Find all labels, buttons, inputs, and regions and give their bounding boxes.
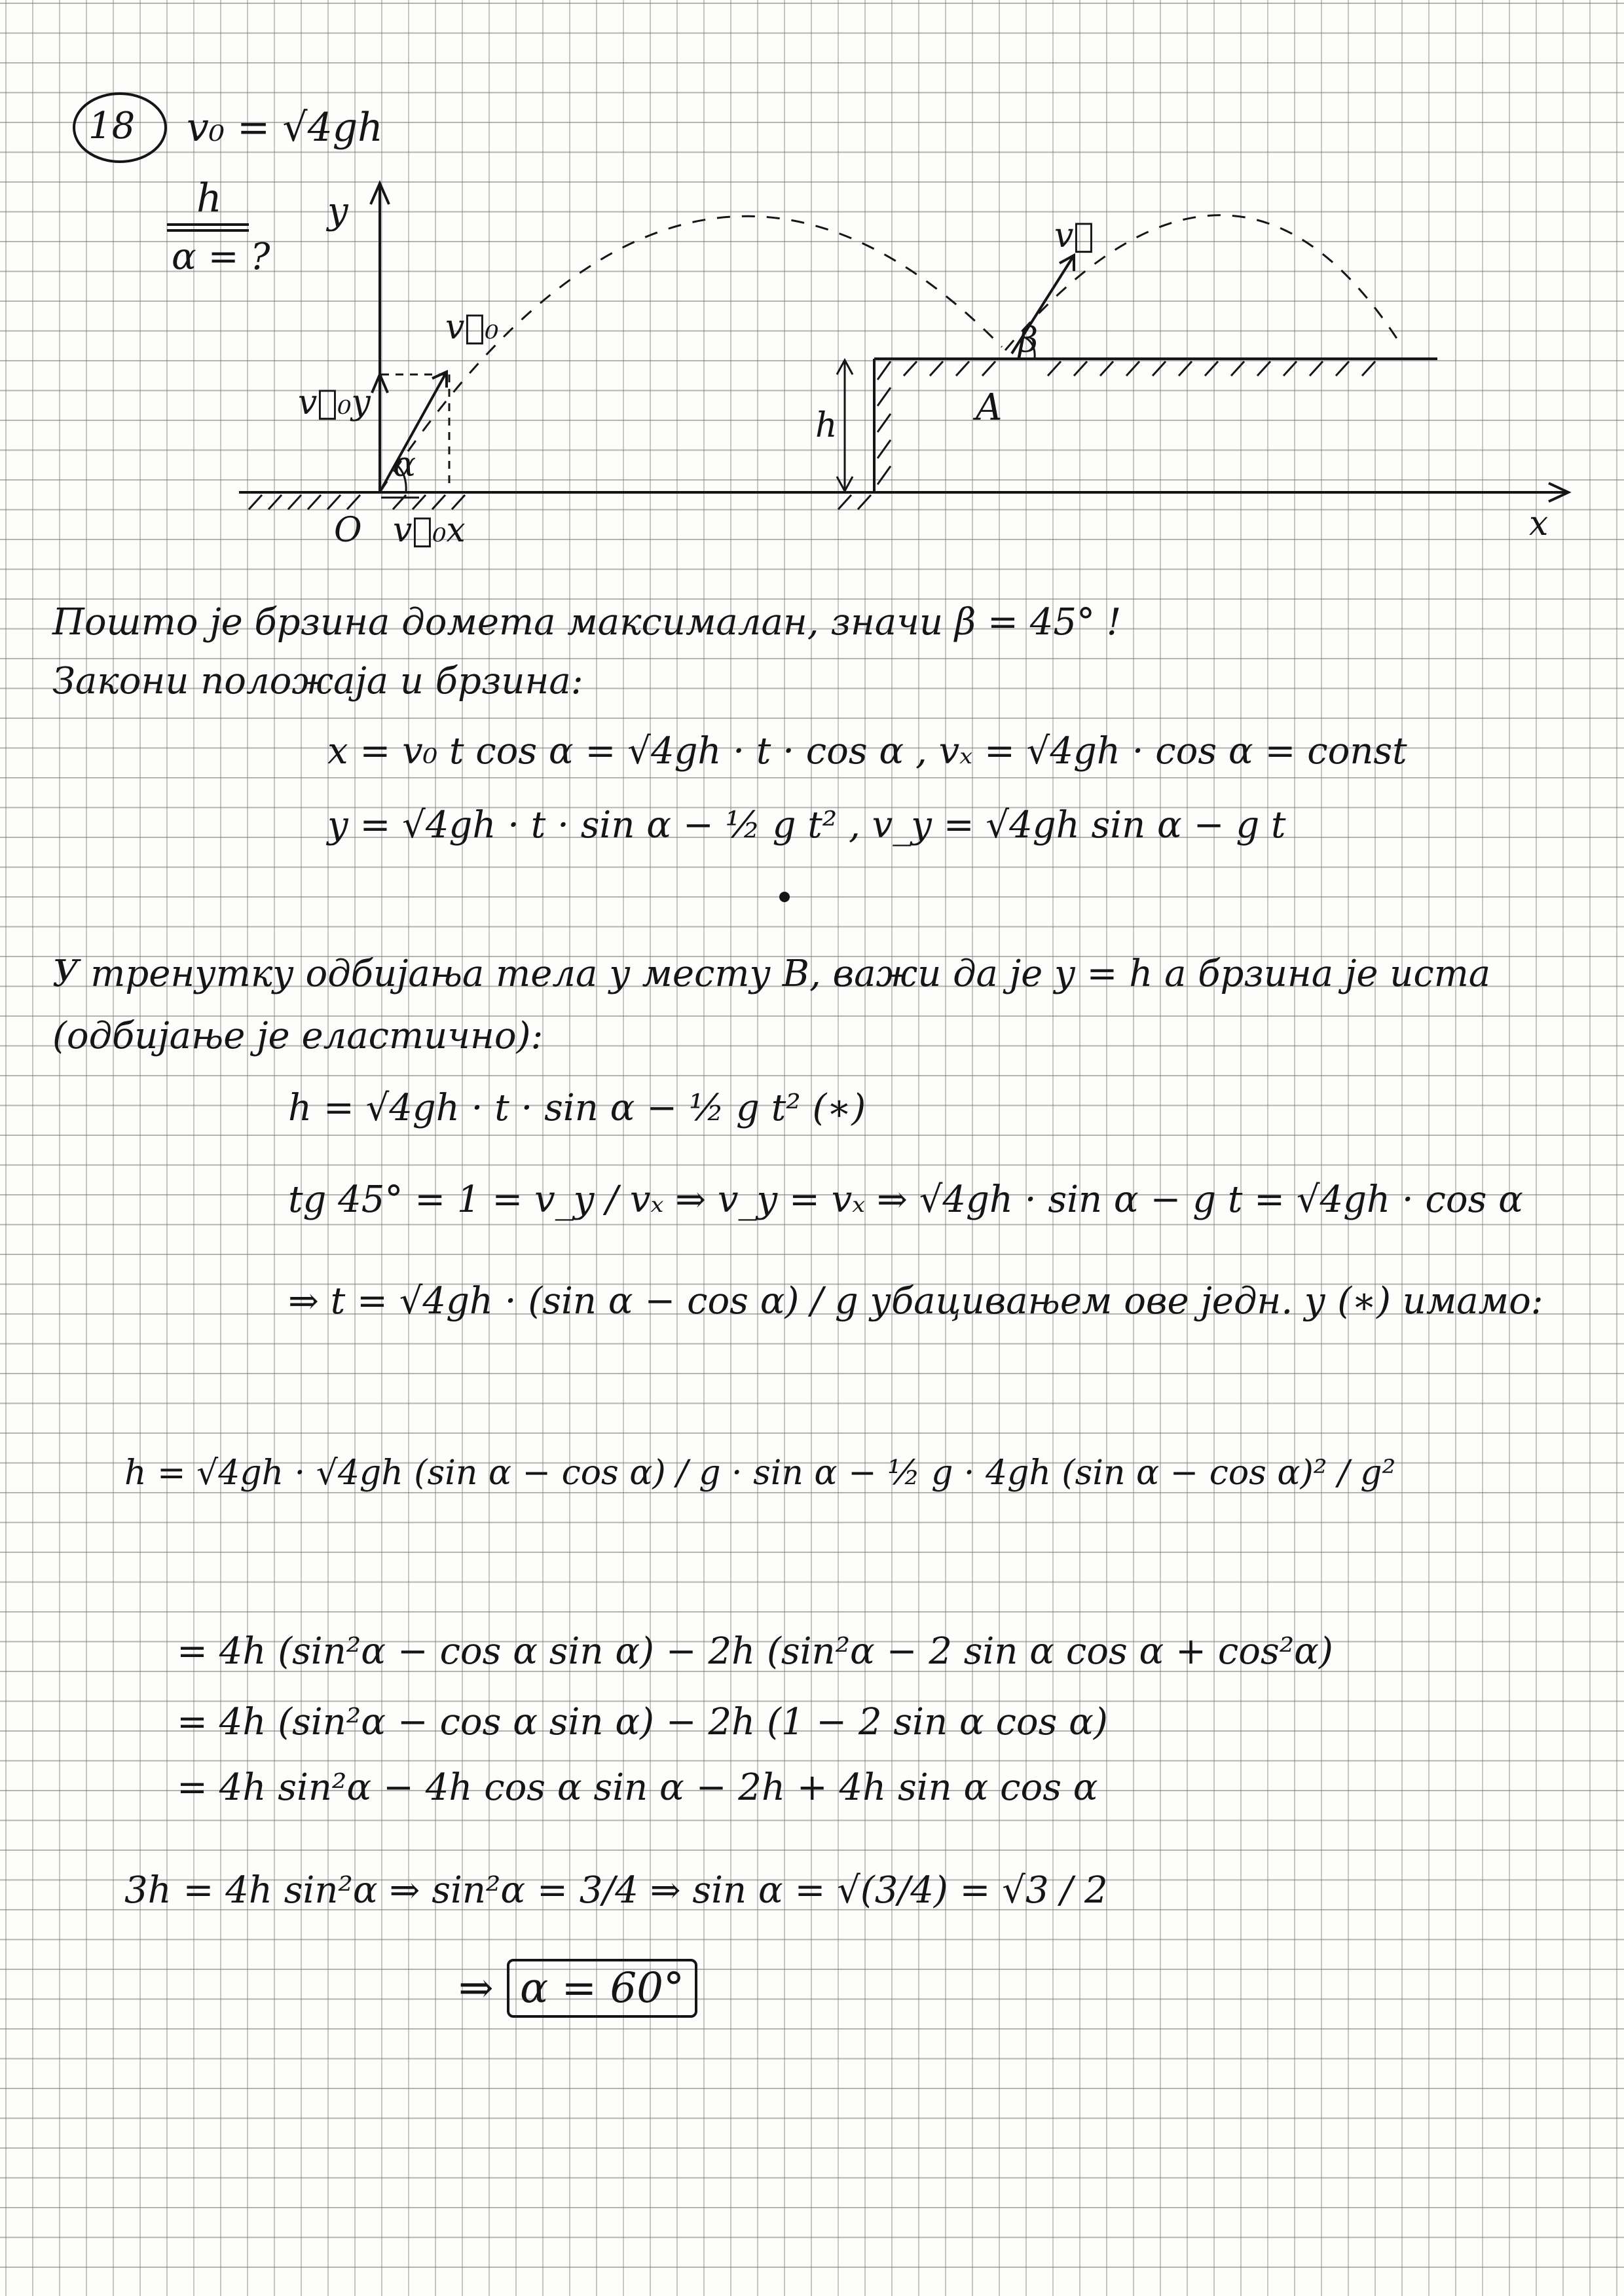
equation-position-y: y = √4gh · t · sin α − ½ g t² , v_y = √4gh sin α − g t [327,804,1286,847]
given-h: h [196,175,222,221]
label-v0: v⃗₀ [445,308,499,347]
ink-dot [779,892,790,902]
label-origin: O [334,511,362,550]
label-v0x: v⃗₀x [393,511,466,550]
equation-t: ⇒ t = √4gh · (sin α − cos α) / g убацивањем ове једн. у (∗) имамо: [288,1280,1543,1322]
ground-hatch [249,495,871,509]
equation-position-x: x = v₀ t cos α = √4gh · t · cos α , vₓ = √4gh · cos α = const [327,730,1407,773]
equation-step-1: = 4h (sin²α − cos α sin α) − 2h (sin²α − 2 sin α cos α + cos²α) [177,1630,1333,1673]
equation-step-2: = 4h (sin²α − cos α sin α) − 2h (1 − 2 sin α cos α) [177,1701,1108,1743]
text-line-6: (одбијање је еластично): [52,1015,544,1057]
answer-line [458,1964,697,2013]
implies-arrow: ⇒ [458,1964,507,2013]
equation-result: 3h = 4h sin²α ⇒ sin²α = 3/4 ⇒ sin α = √(3/4) = √3 / 2 [124,1869,1108,1912]
unknown-alpha: α = ? [172,236,270,278]
label-A: A [976,386,1003,429]
label-alpha: α [393,445,416,484]
text-line-1: Пошто је брзина домета максималан, значи β = 45° ! [52,601,1122,644]
text-line-5: У тренутку одбијања тела у месту B, важи да је y = h а брзина је иста [52,953,1491,995]
projectile-diagram [0,0,1624,576]
equation-step-3: = 4h sin²α − 4h cos α sin α − 2h + 4h sin α cos α [177,1766,1098,1809]
equation-star: h = √4gh · t · sin α − ½ g t² (∗) [288,1087,866,1129]
label-beta: β [1018,321,1039,360]
label-x: x [1529,504,1549,543]
problem-number: 18 [88,105,136,147]
equation-substitution: h = √4gh · √4gh (sin α − cos α) / g · sin α − ½ g · 4gh (sin α − cos α)² / g² [124,1453,1396,1493]
label-y: y [327,190,348,232]
label-v0y: v⃗₀y [298,383,371,422]
label-h: h [815,406,838,445]
given-v0: v₀ = √4gh [187,105,383,151]
answer-box: α = 60° [507,1959,697,2018]
equation-tan45: tg 45° = 1 = v_y / vₓ ⇒ v_y = vₓ ⇒ √4gh · sin α − g t = √4gh · cos α [288,1178,1523,1221]
step-hatch [877,361,1375,484]
trajectory-first [380,216,1002,492]
label-v: v⃗ [1054,216,1094,255]
text-line-2: Закони положаја и брзина: [52,660,583,702]
